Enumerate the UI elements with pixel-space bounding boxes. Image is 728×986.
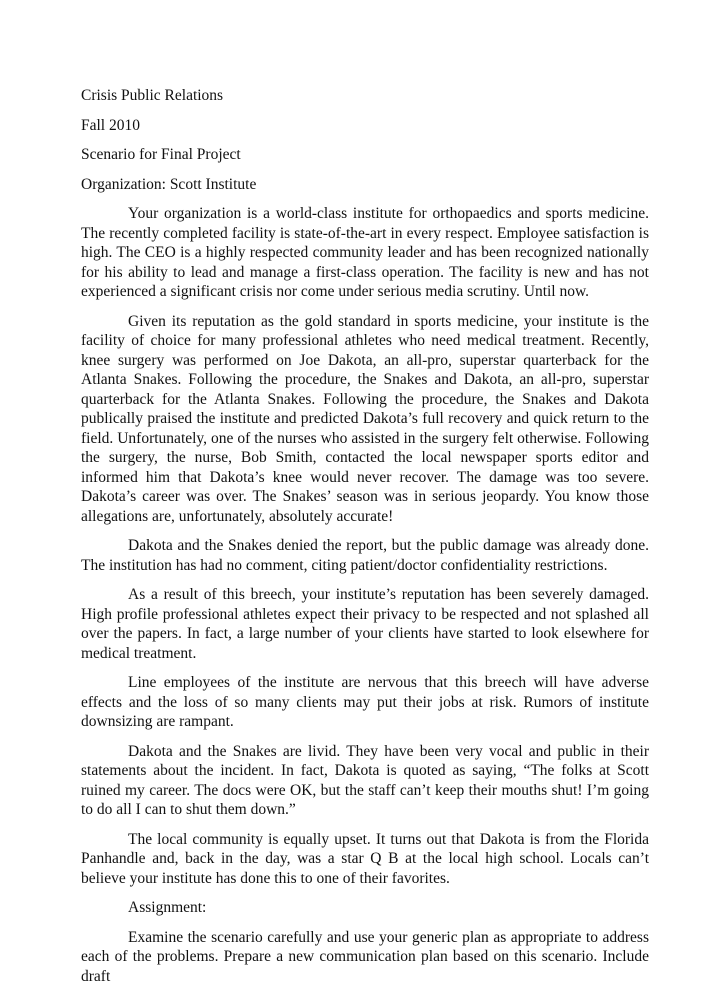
- course-name: Crisis Public Relations: [81, 86, 649, 106]
- paragraph-employees: Line employees of the institute are nervous that this breech will have adverse effects and the loss of so many clients may put their jobs at risk. Rumors of institute downsizing are rampant.: [81, 673, 649, 732]
- document-title: Scenario for Final Project: [81, 145, 649, 165]
- organization-line: Organization: Scott Institute: [81, 175, 649, 195]
- paragraph-dakota-quote: Dakota and the Snakes are livid. They have been very vocal and public in their statements about the incident. In fact, Dakota is quoted as saying, “The folks at Scott ruined my career. The docs were OK, but the staff can’t keep their mouths shut! I’m going to do all I can to shut them down.”: [81, 742, 649, 820]
- paragraph-denial: Dakota and the Snakes denied the report, but the public damage was already done. The institution has had no comment, citing patient/doctor confidentiality restrictions.: [81, 536, 649, 575]
- paragraph-reputation: As a result of this breech, your institute’s reputation has been severely damaged. High profile professional athletes expect their privacy to be respected and not splashed all over the papers. In fact, a large number of your clients have started to look elsewhere for medical treatment.: [81, 585, 649, 663]
- paragraph-assignment: Examine the scenario carefully and use your generic plan as appropriate to address each of the problems. Prepare a new communication plan based on this scenario. Include draft: [81, 928, 649, 986]
- paragraph-intro: Your organization is a world-class institute for orthopaedics and sports medicine. The recently completed facility is state-of-the-art in every respect. Employee satisfaction is high. The CEO is a highly respected community leader and has been recognized nationally for his ability to lead and manage a first-class operation. The facility is new and has not experienced a significant crisis nor come under serious media scrutiny. Until now.: [81, 204, 649, 302]
- term: Fall 2010: [81, 116, 649, 136]
- paragraph-community: The local community is equally upset. It turns out that Dakota is from the Florida Panhandle and, back in the day, was a star Q B at the local high school. Locals can’t believe your institute has done this to one of their favorites.: [81, 830, 649, 889]
- assignment-heading: Assignment:: [81, 898, 649, 918]
- paragraph-incident: Given its reputation as the gold standard in sports medicine, your institute is the facility of choice for many professional athletes who need medical treatment. Recently, knee surgery was performed on Joe Dakota, an all-pro, superstar quarterback for the Atlanta Snakes. Following the procedure, the Snakes and Dakota, an all-pro, superstar quarterback for the Atlanta Snakes. Following the procedure, the Snakes and Dakota publically praised the institute and predicted Dakota’s full recovery and quick return to the field. Unfortunately, one of the nurses who assisted in the surgery felt otherwise. Following the surgery, the nurse, Bob Smith, contacted the local newspaper sports editor and informed him that Dakota’s knee would never recover. The damage was too severe. Dakota’s career was over. The Snakes’ season was in serious jeopardy. You know those allegations are, unfortunately, absolutely accurate!: [81, 312, 649, 527]
- document-body: [81, 86, 649, 986]
